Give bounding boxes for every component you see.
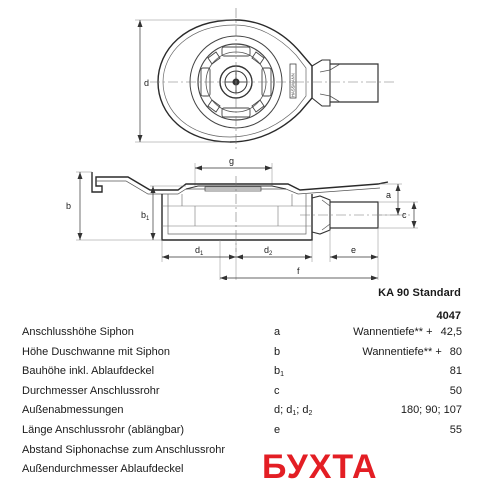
spec-row — [22, 362, 462, 382]
spec-label: Höhe Duschwanne mit Siphon — [22, 345, 170, 358]
spec-label: Bauhöhe inkl. Ablaufdeckel — [22, 365, 155, 378]
spec-label: Anschlusshöhe Siphon — [22, 326, 134, 338]
spec-value: 81 — [449, 365, 462, 378]
spec-label: Außendurchmesser Ablaufdeckel — [22, 463, 184, 476]
spec-value: 55 — [449, 423, 462, 436]
side-view — [76, 163, 418, 280]
spec-value: 180; 90; 107 — [400, 404, 462, 417]
dim-label-d1: $d_1$ — [195, 245, 204, 257]
dim-label-d2: $d_2$ — [264, 245, 273, 257]
spec-label: Außenabmessungen — [22, 404, 124, 417]
dim-label-g: g — [229, 156, 235, 166]
product-model: KA 90 Standard — [378, 287, 461, 299]
spec-symbol: b — [274, 345, 281, 358]
product-code: 4047 — [436, 310, 461, 322]
spec-row — [22, 343, 462, 363]
spec-value: Wannentiefe** + 80 — [362, 345, 462, 358]
dim-label-c: c — [402, 210, 407, 220]
spec-label: Durchmesser Anschlussrohr — [22, 384, 160, 397]
dim-label-f: f — [297, 266, 300, 276]
dim-label-d: d — [144, 78, 150, 88]
dim-label-b: b — [66, 201, 72, 211]
watermark-logo: БУХТА — [262, 448, 378, 486]
brand-strip-text: HASSMANN — [290, 73, 296, 97]
top-view — [135, 8, 395, 150]
spec-row — [22, 323, 462, 343]
dim-label-a: a — [386, 190, 392, 200]
spec-symbol: d; $d_1$; $d_2$ — [274, 404, 313, 418]
spec-symbol: $b_1$ — [274, 365, 285, 379]
spec-row — [22, 460, 462, 480]
dim-label-e: e — [351, 245, 357, 255]
spec-symbol: e — [274, 423, 281, 436]
spec-row — [22, 441, 462, 461]
spec-label: Abstand Siphonachse zum Anschlussrohr — [22, 443, 226, 456]
spec-table — [22, 323, 462, 480]
spec-row — [22, 401, 462, 421]
spec-row — [22, 382, 462, 402]
spec-value: Wannentiefe** + 42,5 — [353, 326, 462, 338]
spec-row — [22, 421, 462, 441]
spec-symbol: a — [274, 326, 281, 338]
spec-symbol: c — [274, 384, 280, 397]
dim-label-b1: $b_1$ — [141, 210, 150, 222]
spec-label: Länge Anschlussrohr (ablängbar) — [22, 423, 185, 436]
spec-value: 50 — [449, 384, 462, 397]
